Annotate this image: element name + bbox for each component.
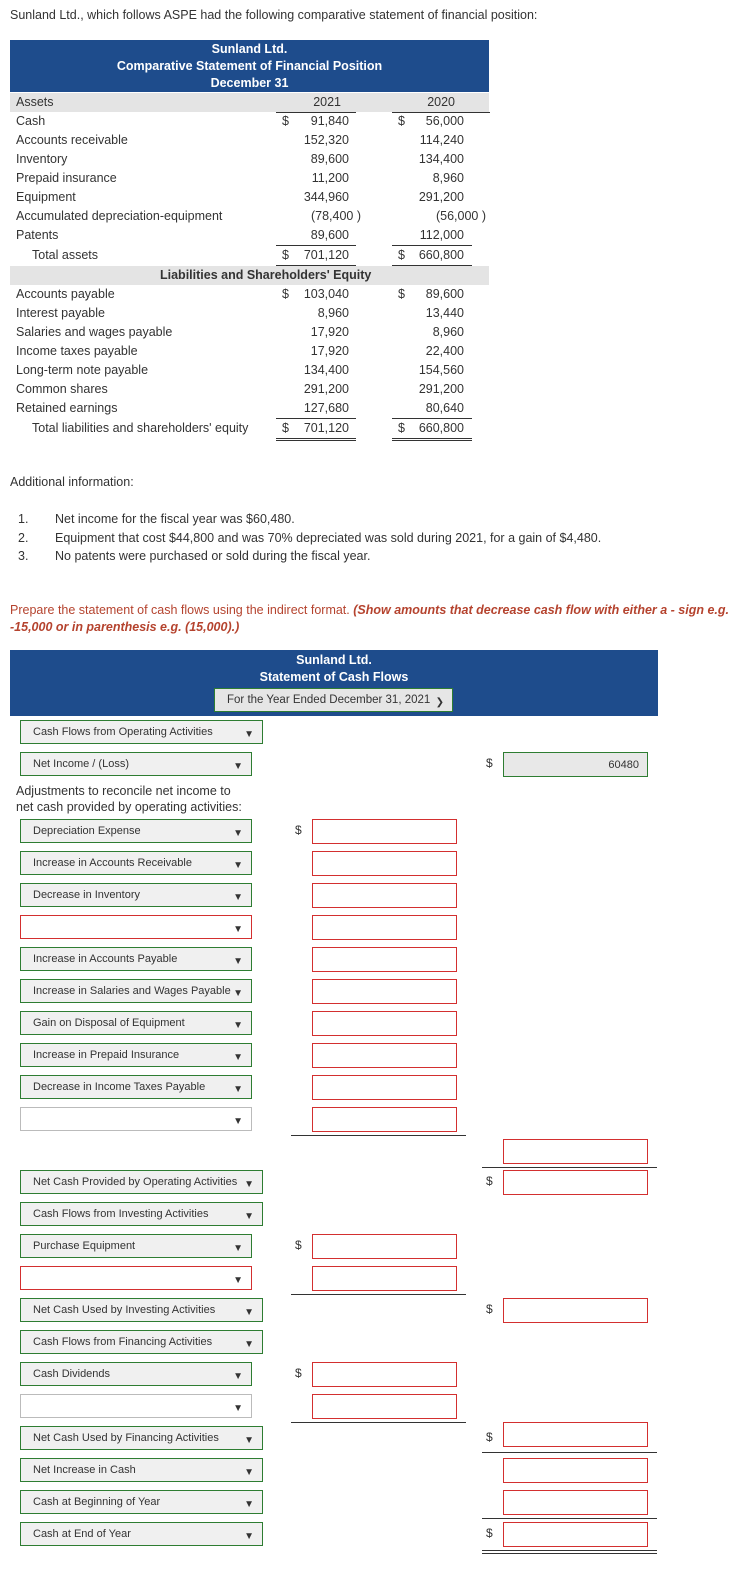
dollar-sign: $: [486, 1302, 493, 1316]
select-blank-1[interactable]: [20, 915, 252, 939]
asset-row: [10, 150, 489, 169]
total-liabilities-label: Total liabilities and shareholders' equity: [32, 421, 249, 435]
value-2021: 701,120: [303, 421, 349, 435]
cf-company: Sunland Ltd.: [296, 653, 372, 667]
blank-2-input[interactable]: [312, 1107, 457, 1132]
value-2020: 89,600: [425, 287, 464, 301]
select-purchase-equipment[interactable]: [20, 1234, 252, 1258]
chevron-down-icon: ▼: [233, 828, 243, 839]
select-value: Depreciation Expense: [33, 825, 141, 837]
net-financing-input[interactable]: [503, 1422, 648, 1447]
dollar-sign: $: [398, 114, 405, 128]
chevron-down-icon: ▼: [233, 956, 243, 967]
adjustments-label: [16, 783, 242, 815]
chevron-down-icon: ▼: [244, 1339, 254, 1350]
liability-row: [10, 361, 489, 380]
sfp-date: December 31: [210, 76, 289, 90]
select-net-increase[interactable]: [20, 1458, 263, 1482]
value-2020: 8,960: [432, 171, 464, 185]
liability-row: [10, 304, 489, 323]
chevron-down-icon: ▼: [244, 1179, 254, 1190]
value-2021: 127,680: [303, 401, 349, 415]
select-accounts-payable[interactable]: [20, 947, 252, 971]
select-net-financing[interactable]: [20, 1426, 263, 1450]
depreciation-input[interactable]: [312, 819, 457, 844]
value-2021: 291,200: [303, 382, 349, 396]
dollar-sign: $: [486, 1174, 493, 1188]
liability-row: [10, 323, 489, 342]
value-2020: 22,400: [425, 344, 464, 358]
chevron-down-icon: ▼: [233, 1371, 243, 1382]
chevron-down-icon: ▼: [244, 729, 254, 740]
select-investing-heading[interactable]: [20, 1202, 263, 1226]
value-2021: 89,600: [310, 152, 349, 166]
select-prepaid-insurance[interactable]: [20, 1043, 252, 1067]
value-2020: 8,960: [432, 325, 464, 339]
sfp-header: [10, 40, 489, 92]
select-net-income[interactable]: [20, 752, 252, 776]
dollar-sign: $: [486, 1430, 493, 1444]
salaries-payable-input[interactable]: [312, 979, 457, 1004]
liabilities-header-row: [10, 266, 489, 285]
chevron-down-icon: ▼: [244, 1531, 254, 1542]
net-operating-input[interactable]: [503, 1170, 648, 1195]
year-2021: 2021: [313, 95, 341, 109]
dollar-sign: $: [295, 1238, 302, 1252]
liability-label: Salaries and wages payable: [16, 325, 173, 339]
select-beginning-cash[interactable]: [20, 1490, 263, 1514]
item-text: Equipment that cost $44,800 and was 70% depreciated was sold during 2021, for a gain of $4,480.: [55, 530, 602, 545]
item-text: No patents were purchased or sold during the fiscal year.: [55, 549, 371, 563]
net-increase-input[interactable]: [503, 1458, 648, 1483]
select-blank-3[interactable]: [20, 1266, 252, 1290]
select-income-taxes[interactable]: [20, 1075, 252, 1099]
beginning-cash-input[interactable]: [503, 1490, 648, 1515]
additional-title: Additional information:: [10, 475, 134, 489]
asset-row: [10, 188, 489, 207]
list-item: [18, 510, 601, 529]
asset-label: Prepaid insurance: [16, 171, 117, 185]
value-2021: 8,960: [317, 306, 349, 320]
select-value: Cash at End of Year: [33, 1528, 131, 1540]
select-value: Increase in Prepaid Insurance: [33, 1049, 180, 1061]
select-value: Net Cash Used by Investing Activities: [33, 1304, 216, 1316]
chevron-down-icon: ▼: [244, 1435, 254, 1446]
select-value: Cash Flows from Operating Activities: [33, 726, 213, 738]
select-value: Cash Flows from Investing Activities: [33, 1208, 209, 1220]
asset-label: Equipment: [16, 190, 76, 204]
value-2020: 56,000: [425, 114, 464, 128]
item-number: 3.: [18, 549, 29, 563]
value-2021: 103,040: [303, 287, 349, 301]
asset-row: [10, 226, 489, 245]
select-value: Net Cash Provided by Operating Activities: [33, 1176, 238, 1188]
select-salaries-payable[interactable]: [20, 979, 252, 1003]
blank-4-input[interactable]: [312, 1394, 457, 1419]
select-value: Net Income / (Loss): [33, 758, 129, 770]
value-2021: 344,960: [303, 190, 349, 204]
select-value: Increase in Accounts Receivable: [33, 857, 192, 869]
chevron-down-icon: ▼: [233, 988, 243, 999]
select-blank-4[interactable]: [20, 1394, 252, 1418]
liability-label: Retained earnings: [16, 401, 118, 415]
chevron-down-icon: ▼: [244, 1307, 254, 1318]
value-2020: 13,440: [425, 306, 464, 320]
liability-label: Income taxes payable: [16, 344, 138, 358]
dollar-sign: $: [295, 823, 302, 837]
select-blank-2[interactable]: [20, 1107, 252, 1131]
dollar-sign: $: [282, 114, 289, 128]
intro-text: Sunland Ltd., which follows ASPE had the following comparative statement of financial position:: [10, 8, 538, 22]
chevron-down-icon: ▼: [244, 1499, 254, 1510]
blank-1-input[interactable]: [312, 915, 457, 940]
select-cash-dividends[interactable]: [20, 1362, 252, 1386]
net-investing-input[interactable]: [503, 1298, 648, 1323]
asset-row-cash: [10, 112, 489, 131]
additional-list: [18, 510, 601, 566]
item-number: 1.: [18, 512, 29, 526]
dollar-sign: $: [282, 421, 289, 435]
value-2020: 80,640: [425, 401, 464, 415]
chevron-down-icon: ▼: [233, 1403, 243, 1414]
chevron-down-icon: ▼: [233, 1052, 243, 1063]
assets-label: Assets: [16, 95, 54, 109]
sfp-company: Sunland Ltd.: [211, 42, 288, 56]
accounts-receivable-input[interactable]: [312, 851, 457, 876]
liability-row: [10, 285, 489, 304]
select-operating-heading[interactable]: [20, 720, 263, 744]
select-value: Cash Flows from Financing Activities: [33, 1336, 213, 1348]
assets-header-row: [10, 93, 489, 112]
value-2021: 11,200: [311, 171, 349, 185]
net-income-input[interactable]: [503, 752, 648, 777]
dollar-sign: $: [398, 248, 405, 262]
purchase-equipment-input[interactable]: [312, 1234, 457, 1259]
sfp-title: Comparative Statement of Financial Position: [116, 59, 383, 73]
select-value: Net Increase in Cash: [33, 1464, 136, 1476]
liability-label: Interest payable: [16, 306, 105, 320]
inventory-input[interactable]: [312, 883, 457, 908]
chevron-down-icon: ▼: [233, 1116, 243, 1127]
value-2021: 17,920: [310, 325, 349, 339]
adjustments-label-line1: Adjustments to reconcile net income to: [16, 784, 231, 798]
dollar-sign: $: [486, 1526, 493, 1540]
select-value: Net Cash Used by Financing Activities: [33, 1432, 219, 1444]
value-2021: 134,400: [303, 363, 349, 377]
dollar-sign: $: [398, 421, 405, 435]
blank-3-input[interactable]: [312, 1266, 457, 1291]
select-value: Decrease in Income Taxes Payable: [33, 1081, 206, 1093]
chevron-down-icon: ▼: [233, 860, 243, 871]
value-2020: 660,800: [418, 248, 464, 262]
select-value: Gain on Disposal of Equipment: [33, 1017, 185, 1029]
value-2021: 701,120: [303, 248, 349, 262]
chevron-down-icon: ▼: [244, 1211, 254, 1222]
chevron-down-icon: ❯: [435, 697, 444, 708]
asset-label: Patents: [16, 228, 59, 242]
value-2021: 152,320: [303, 133, 349, 147]
value-2020: 112,000: [419, 228, 464, 242]
value-2020: 660,800: [418, 421, 464, 435]
value-2020: (56,000 ): [435, 209, 486, 223]
liabilities-title: Liabilities and Shareholders' Equity: [160, 268, 372, 282]
select-depreciation[interactable]: [20, 819, 252, 843]
period-select[interactable]: [214, 688, 453, 712]
liability-row: [10, 342, 489, 361]
dollar-sign: $: [398, 287, 405, 301]
instructions-note: (Show amounts that decrease cash flow with either a - sign e.g. -15,000 or in parenthesis e.g. (15,000).): [10, 603, 730, 634]
net-income-value: 60480: [608, 759, 639, 771]
asset-row: [10, 131, 489, 150]
list-item: [18, 529, 601, 548]
chevron-down-icon: ▼: [244, 1467, 254, 1478]
select-gain-disposal[interactable]: [20, 1011, 252, 1035]
dollar-sign: $: [282, 248, 289, 262]
total-assets-label: Total assets: [32, 248, 99, 262]
select-net-operating[interactable]: [20, 1170, 263, 1194]
chevron-down-icon: ▼: [233, 761, 243, 772]
value-2020: 134,400: [418, 152, 464, 166]
liability-label: Accounts payable: [16, 287, 115, 301]
select-value: Cash Dividends: [33, 1368, 111, 1380]
value-2020: 291,200: [418, 190, 464, 204]
select-accounts-receivable[interactable]: [20, 851, 252, 875]
dollar-sign: $: [282, 287, 289, 301]
dollar-sign: $: [295, 1366, 302, 1380]
liability-row: [10, 380, 489, 399]
income-taxes-input[interactable]: [312, 1075, 457, 1100]
liability-row: [10, 399, 489, 418]
select-value: Increase in Salaries and Wages Payable: [33, 985, 231, 997]
instructions-text: Prepare the statement of cash flows using the indirect format.: [10, 603, 354, 617]
select-ending-cash[interactable]: [20, 1522, 263, 1546]
ending-cash-input[interactable]: [503, 1522, 648, 1547]
value-2021: (78,400 ): [310, 209, 361, 223]
asset-row: [10, 169, 489, 188]
value-2020: 291,200: [418, 382, 464, 396]
item-number: 2.: [18, 530, 29, 545]
prepaid-insurance-input[interactable]: [312, 1043, 457, 1068]
adjustments-label-line2: net cash provided by operating activities:: [16, 800, 242, 814]
total-liabilities-row: [10, 419, 489, 438]
chevron-down-icon: ▼: [233, 924, 243, 935]
select-net-investing[interactable]: [20, 1298, 263, 1322]
period-select-value: For the Year Ended December 31, 2021: [227, 694, 431, 706]
select-inventory[interactable]: [20, 883, 252, 907]
value-2021: 17,920: [310, 344, 349, 358]
chevron-down-icon: ▼: [233, 1020, 243, 1031]
total-assets-row: [10, 246, 489, 265]
select-value: Decrease in Inventory: [33, 889, 140, 901]
select-value: Increase in Accounts Payable: [33, 953, 178, 965]
accounts-payable-input[interactable]: [312, 947, 457, 972]
asset-label: Accumulated depreciation-equipment: [16, 209, 223, 223]
item-text: Net income for the fiscal year was $60,480.: [55, 512, 295, 526]
asset-label: Inventory: [16, 152, 68, 166]
chevron-down-icon: ▼: [233, 892, 243, 903]
year-2020: 2020: [427, 95, 455, 109]
chevron-down-icon: ▼: [233, 1084, 243, 1095]
liability-label: Long-term note payable: [16, 363, 149, 377]
select-value: Purchase Equipment: [33, 1240, 136, 1252]
asset-row: [10, 207, 489, 226]
chevron-down-icon: ▼: [233, 1275, 243, 1286]
instructions: [10, 602, 745, 636]
cf-header: [10, 650, 658, 716]
select-financing-heading[interactable]: [20, 1330, 263, 1354]
asset-label: Cash: [16, 114, 46, 128]
cash-dividends-input[interactable]: [312, 1362, 457, 1387]
list-item: [18, 547, 601, 566]
dollar-sign: $: [486, 756, 493, 770]
value-2021: 89,600: [310, 228, 349, 242]
value-2020: 114,240: [419, 133, 464, 147]
liability-label: Common shares: [16, 382, 108, 396]
select-value: Cash at Beginning of Year: [33, 1496, 161, 1508]
cf-title: Statement of Cash Flows: [259, 670, 409, 684]
value-2020: 154,560: [418, 363, 464, 377]
gain-disposal-input[interactable]: [312, 1011, 457, 1036]
chevron-down-icon: ▼: [233, 1243, 243, 1254]
value-2021: 91,840: [310, 114, 349, 128]
operating-subtotal-input[interactable]: [503, 1139, 648, 1164]
asset-label: Accounts receivable: [16, 133, 128, 147]
